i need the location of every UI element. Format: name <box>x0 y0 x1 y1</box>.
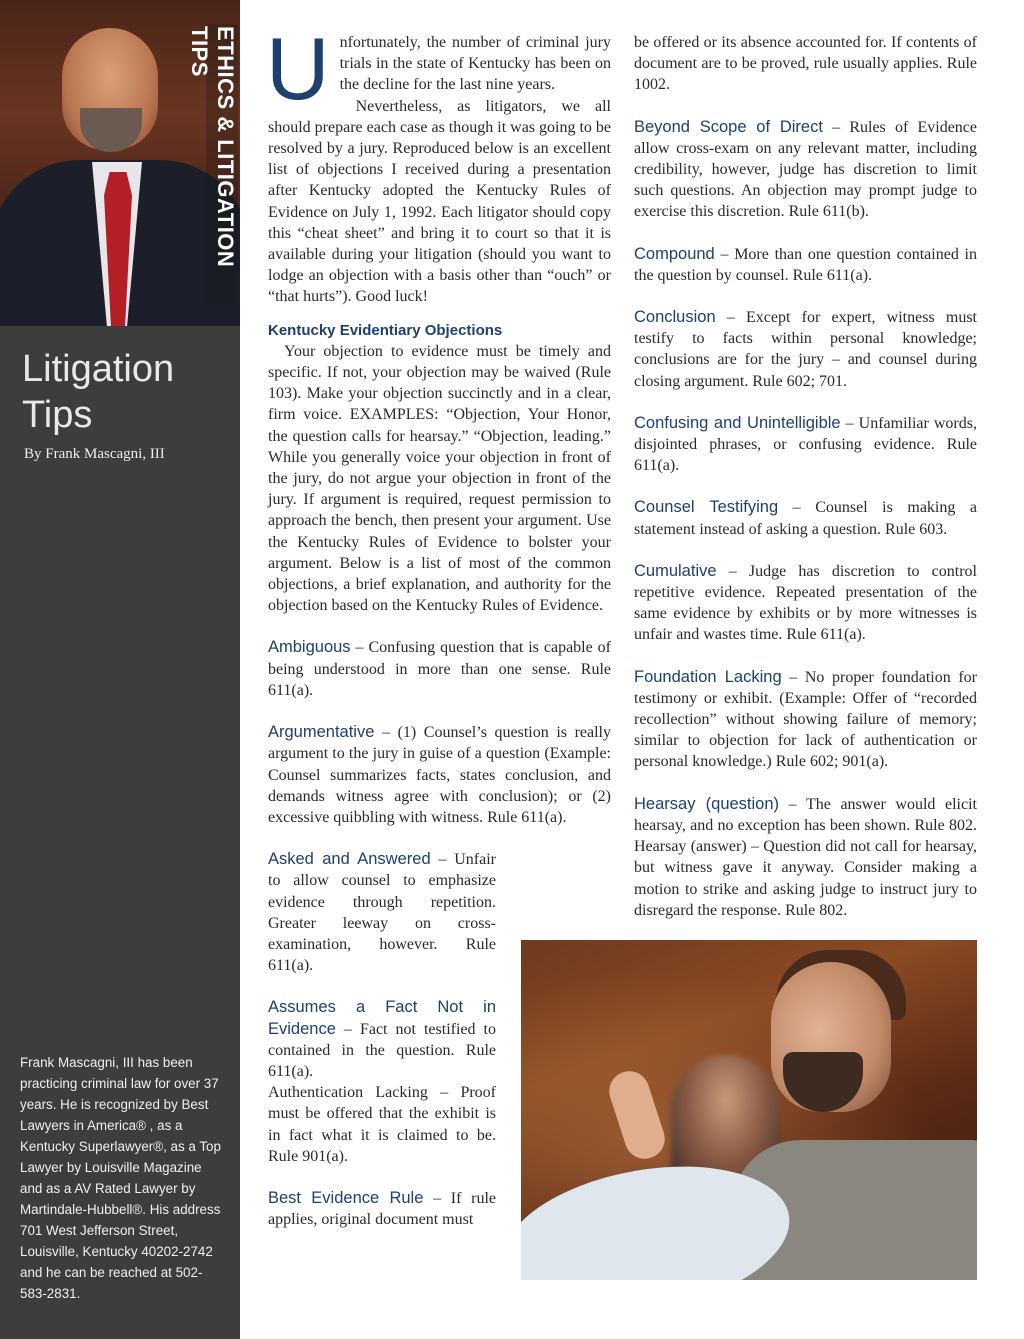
objection-text: – Rules of Evidence allow cross-exam on any relevant matter, including credibility, however, judge has discretion to limit such questions. An objection may prompt judge to exercise this discretion. Rule 611(b). <box>634 118 978 221</box>
objection-instructions: Your objection to evidence must be timely and specific. If not, your objection may be waived (Rule 103). Make your objection succinctly and in a clear, firm voice. EXAMPLES: “Objection, Your Honor, the question calls for hearsay.” “Objection, leading.” While you generally voice your objection in front of the jury, do not argue your objection in front of the jury. If argument is required, request permission to approach the bench, then present your argument. Use the Kentucky Rules of Evidence to bolster your argument. Below is a list of most of the common objections, a brief explanation, and authority for the objection based on the Kentucky Rules of Evidence. <box>268 342 611 615</box>
objection-text: – Fact not testified to contained in the question. Rule 611(a). <box>268 1020 496 1080</box>
courtroom-photo <box>521 940 977 1280</box>
objection-text: – If rule applies, original document must <box>268 1189 497 1229</box>
objection-entry <box>268 637 611 701</box>
column-title: Litigation Tips <box>22 348 175 436</box>
objection-term: Counsel Testifying <box>634 498 779 517</box>
continued-paragraph: be offered or its absence accounted for. If contents of document are to be proved, rule usually applies. Rule 1002. <box>634 34 977 94</box>
objection-text: – Except for expert, witness must testify to facts within personal knowledge; conclusions are for the jury – and counsel during closing argument. Rule 602; 701. <box>634 309 977 390</box>
objection-term: Cumulative <box>634 561 717 580</box>
objection-entry <box>268 722 611 828</box>
intro-paragraph: nfortunately, the number of criminal jury trials in the state of Kentucky has been on the decline for the last nine years. <box>339 34 611 94</box>
objection-text: – Confusing question that is capable of being understood in more than one sense. Rule 611(a). <box>268 639 611 699</box>
objection-entry <box>268 1188 496 1230</box>
author-bio: Frank Mascagni, III has been practicing criminal law for over 37 years. He is recognized by Best Lawyers in America® , as a Kentucky Superlawyer®, as a Top Lawyer by Louisville Magazine and as a AV Rated Lawyer by Martindale-Hubbell®. His address 701 West Jefferson Street, Louisville, Kentucky 40202-2742 and he can be reached at 502-583-2831. <box>20 1055 221 1301</box>
objection-entry <box>634 667 977 773</box>
objection-text: – Counsel is making a statement instead of asking a question. Rule 603. <box>634 499 977 538</box>
byline: By Frank Mascagni, III <box>24 446 165 462</box>
objection-term: Ambiguous <box>268 638 351 657</box>
objection-entry <box>634 794 977 921</box>
section-label: ETHICS & LITIGATION TIPS <box>206 24 238 306</box>
objection-entry <box>268 849 496 976</box>
article-column-2 <box>634 32 977 921</box>
objection-term: Best Evidence Rule <box>268 1188 424 1207</box>
sidebar <box>0 0 240 1339</box>
objection-text: – Judge has discretion to control repetitive evidence. Repeated presentation of the same evidence by exhibits or by more witnesses is unfair and wastes time. Rule 611(a). <box>634 562 977 644</box>
objection-term: Hearsay (question) <box>634 794 780 813</box>
objection-entry <box>634 117 977 223</box>
objection-entry <box>634 244 977 286</box>
objection-term: Foundation Lacking <box>634 667 782 686</box>
objection-term: Argumentative <box>268 723 375 742</box>
objection-text: – Unfair to allow counsel to emphasize evidence through repetition. Greater leeway on cross-examination, however. Rule 611(a). <box>268 851 496 975</box>
objection-term: Confusing and Unintelligible <box>634 413 841 432</box>
objection-text: – (1) Counsel’s question is really argument to the jury in guise of a question (Example: Counsel summarizes facts, states conclusion, and demands witness agree with conclusion); or (2) excessive quibbling with witness. Rule 611(a). <box>268 724 611 826</box>
objection-text: – The answer would elicit hearsay, and no exception has been shown. Rule 802. Hearsay (answer) – Question did not call for hearsay, but witness gave it anyway. Consider making a motion to strike and asking judge to instruct jury to disregard the response. Rule 802. <box>634 795 977 919</box>
objection-entry <box>634 497 977 539</box>
objection-entry <box>634 413 977 477</box>
objection-term: Assumes a Fact Not in Evidence <box>268 998 496 1038</box>
intro-paragraph-2: Nevertheless, as litigators, we all should prepare each case as though it was going to be resolved by a jury. Reproduced below is an excellent list of objections I received during a presentation after Kentucky adopted the Kentucky Rules of Evidence on July 1, 1992. Each litigator should copy this “cheat sheet” and bring it to court so that it is available during your litigation (should you want to lodge an objection with a basis other than “ouch” or “that hurts”). Good luck! <box>268 97 612 306</box>
authentication-entry: Authentication Lacking – Proof must be offered that the exhibit is in fact what it is claimed to be. Rule 901(a). <box>268 1084 496 1165</box>
objection-term: Asked and Answered <box>268 850 431 869</box>
objection-term: Conclusion <box>634 308 716 327</box>
objection-term: Beyond Scope of Direct <box>634 117 823 136</box>
objection-entry <box>634 561 977 646</box>
objection-entry <box>268 997 496 1082</box>
objection-text: – More than one question contained in the question by counsel. Rule 611(a). <box>634 245 977 284</box>
subheading: Kentucky Evidentiary Objections <box>268 321 503 339</box>
objection-term: Compound <box>634 244 715 263</box>
objection-entry <box>634 307 977 392</box>
drop-cap: U <box>266 19 330 118</box>
objection-text: – No proper foundation for testimony or exhibit. (Example: Offer of “recorded recollection” without showing failure of memory; similar to objection for lack of authentication or personal knowledge.) Rule 602; 901(a). <box>634 668 977 771</box>
objection-text: – Unfamiliar words, disjointed phrases, or confusing evidence. Rule 611(a). <box>634 414 977 475</box>
